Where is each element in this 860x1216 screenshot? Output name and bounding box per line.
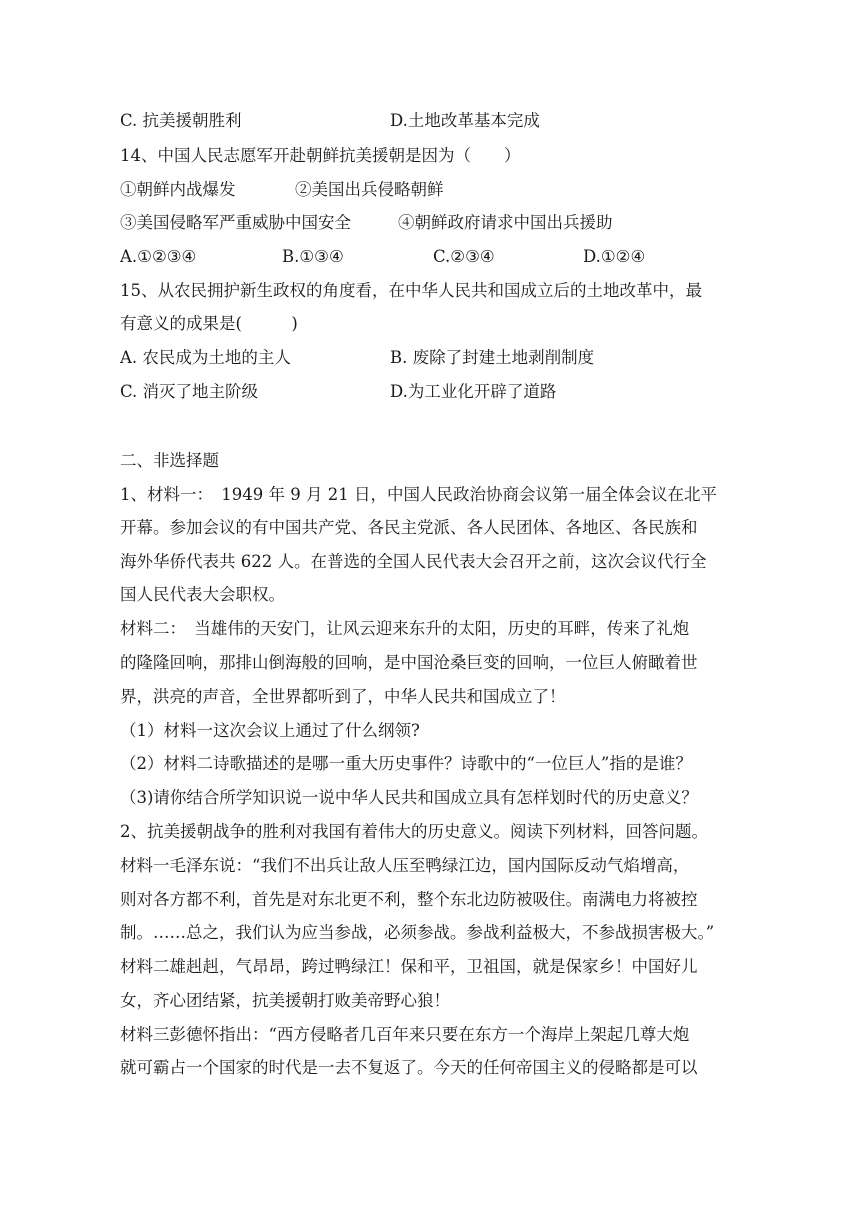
q14-items-34: [120, 212, 745, 234]
q1-material1-line3: 海外华侨代表共 622 人。在普选的全国人民代表大会召开之前，这次会议代行全: [120, 552, 707, 571]
q14-stem: 14、中国人民志愿军开赴朝鲜抗美援朝是因为（ ）: [120, 146, 521, 165]
q15-stem-line1: 15、从农民拥护新生政权的角度看，在中华人民共和国成立后的土地改革中，最: [120, 281, 702, 300]
q14-item-2: ②美国出兵侵略朝鲜: [295, 180, 444, 199]
q1-subquestion-1: （1）材料一这次会议上通过了什么纲领?: [120, 721, 420, 740]
q14-item-4: ④朝鲜政府请求中国出兵援助: [398, 213, 613, 232]
q14-option-c: C.②③④: [433, 247, 495, 266]
q14-item-1: ①朝鲜内战爆发: [120, 180, 236, 199]
q14-item-3: ③美国侵略军严重威胁中国安全: [120, 213, 351, 232]
q1-material2-line3: 界，洪亮的声音，全世界都听到了，中华人民共和国成立了！: [120, 687, 566, 706]
q1-subquestion-2: （2）材料二诗歌描述的是哪一重大历史事件？诗歌中的“一位巨人”指的是谁？: [120, 754, 692, 773]
q15-option-a: A. 农民成为土地的主人: [120, 348, 291, 367]
q15-stem-line2: 有意义的成果是( ): [120, 314, 298, 333]
q15-options-cd: [120, 381, 745, 403]
section2-heading: 二、非选择题: [120, 451, 219, 470]
q2-material3-line2: 就可霸占一个国家的时代是一去不复返了。今天的任何帝国主义的侵略都是可以: [120, 1058, 698, 1077]
q2-material1-line3: 制。……总之，我们认为应当参战，必须参战。参战利益极大，不参战损害极大。”: [120, 923, 715, 942]
q2-material1-line2: 则对各方都不利，首先是对东北更不利，整个东北边防被吸住。南满电力将被控: [120, 890, 698, 909]
q2-material2-line2: 女，齐心团结紧，抗美援朝打败美帝野心狼！: [120, 991, 450, 1010]
q1-material1-line1: 1、材料一： 1949 年 9 月 21 日，中国人民政治协商会议第一届全体会议在北平: [120, 485, 717, 504]
q14-option-b: B.①③④: [282, 247, 344, 266]
q14-options: [120, 246, 745, 268]
q1-material2-line2: 的隆隆回响，那排山倒海般的回响，是中国沧桑巨变的回响，一位巨人俯瞰着世: [120, 653, 698, 672]
q15-option-b: B. 废除了封建土地剥削制度: [390, 348, 595, 367]
q2-stem: 2、抗美援朝战争的胜利对我国有着伟大的历史意义。阅读下列材料，回答问题。: [120, 822, 708, 841]
q14-option-d: D.①②④: [583, 247, 646, 266]
q1-material2-line1: 材料二： 当雄伟的天安门，让风云迎来东升的太阳，历史的耳畔，传来了礼炮: [120, 619, 690, 638]
q1-material1-line4: 国人民代表大会职权。: [120, 585, 285, 604]
q15-options-ab: [120, 347, 745, 369]
q13-option-c: C. 抗美援朝胜利: [120, 111, 242, 130]
q15-option-c: C. 消灭了地主阶级: [120, 382, 259, 401]
q15-option-d: D.为工业化开辟了道路: [390, 382, 557, 401]
q14-items-12: [120, 179, 745, 201]
q1-subquestion-3: （3)请你结合所学知识说一说中华人民共和国成立具有怎样划时代的历史意义？: [120, 788, 698, 807]
q1-material1-line2: 开幕。参加会议的有中国共产党、各民主党派、各人民团体、各地区、各民族和: [120, 518, 698, 537]
q13-options-cd: [120, 110, 745, 132]
q14-option-a: A.①②③④: [120, 247, 197, 266]
q2-material3-line1: 材料三彭德怀指出：“西方侵略者几百年来只要在东方一个海岸上架起几尊大炮: [120, 1025, 690, 1044]
q2-material1-line1: 材料一毛泽东说：“我们不出兵让敌人压至鸭绿江边，国内国际反动气焰增高，: [120, 856, 690, 875]
q13-option-d: D.土地改革基本完成: [390, 111, 540, 130]
q2-material2-line1: 材料二雄赳赳，气昂昂，跨过鸭绿江！保和平，卫祖国，就是保家乡！中国好儿: [120, 957, 698, 976]
